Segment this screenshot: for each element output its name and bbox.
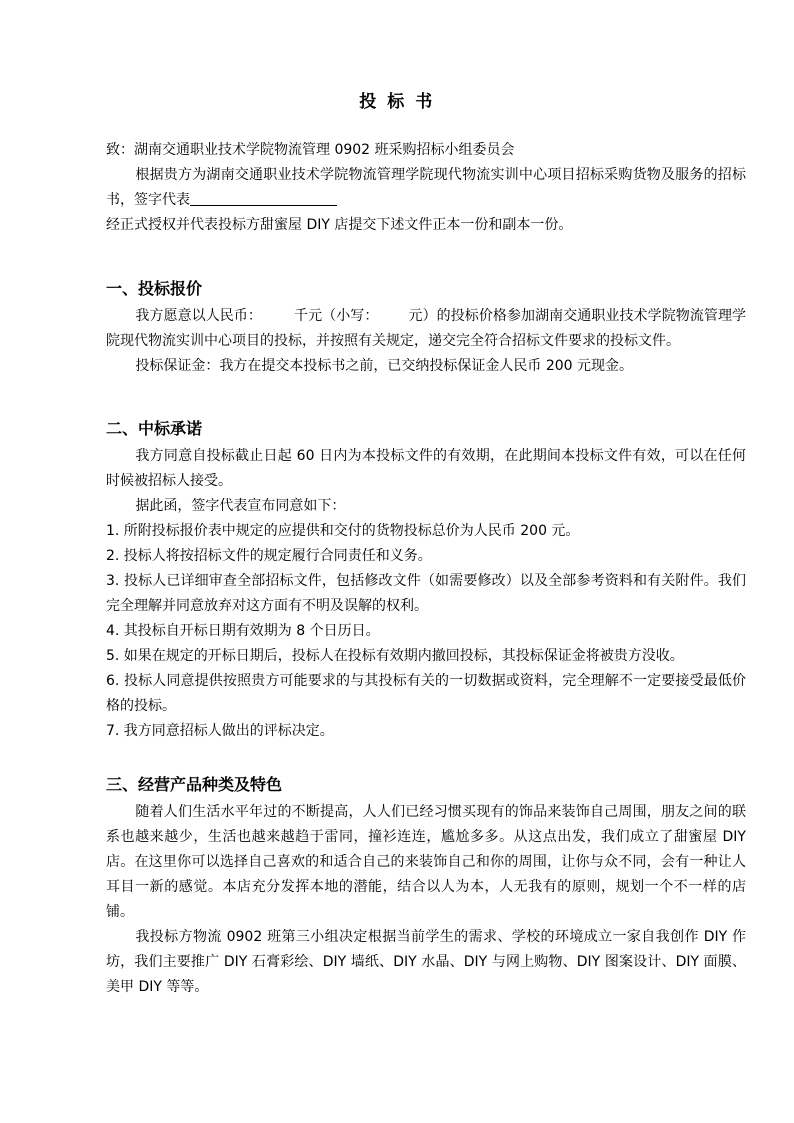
commitment-item-4: 4. 其投标自开标日期有效期为 8 个日历日。 bbox=[106, 623, 380, 639]
bid-price-paragraph bbox=[106, 304, 746, 354]
document-title: 投 标 书 bbox=[359, 92, 435, 112]
section-heading-commitment: 二、中标承诺 bbox=[106, 419, 203, 438]
commitment-item-6: 6. 投标人同意提供按照贵方可能要求的与其投标有关的一切数据或资料，完全理解不一定要接受最低价格的投标。 bbox=[106, 673, 746, 714]
signature-blank-line bbox=[190, 191, 337, 206]
deposit-paragraph: 投标保证金：我方在提交本投标书之前，已交纳投标保证金人民币 200 元现金。 bbox=[135, 358, 634, 374]
products-paragraph-1: 随着人们生活水平年过的不断提高，人人们已经习惯买现有的饰品来装饰自己周围，朋友之间的联系也越来越少，生活也越来越趋于雷同，撞衫连连，尴尬多多。从这点出发，我们成立了甜蜜屋 DIY 店。在这里你可以选择自己喜欢的和适合自己的来装饰自己和你的周围，让你与众不同，会有一种让人耳目一新的感觉。本店充分发挥本地的潜能，结合以人为本，人无我有的原则，规划一个不一样的店铺。 bbox=[106, 804, 746, 920]
intro-text: 根据贵方为湖南交通职业技术学院物流管理学院现代物流实训中心项目招标采购货物及服务的招标书，签字代表 bbox=[106, 167, 746, 208]
commitment-item-5: 5. 如果在规定的开标日期后，投标人在投标有效期内撤回投标，其投标保证金将被贵方没收。 bbox=[106, 648, 684, 664]
commitment-item-1: 1. 所附投标报价表中规定的应提供和交付的货物投标总价为人民币 200 元。 bbox=[106, 523, 580, 539]
document-body bbox=[106, 138, 746, 1000]
section-heading-products: 三、经营产品种类及特色 bbox=[106, 775, 283, 794]
validity-paragraph: 我方同意自投标截止日起 60 日内为本投标文件的有效期，在此期间本投标文件有效，可以在任何时候被招标人接受。 bbox=[106, 448, 746, 489]
commitment-item-3: 3. 投标人已详细审查全部招标文件，包括修改文件（如需要修改）以及全部参考资料和有关附件。我们完全理解并同意放弃对这方面有不明及误解的权利。 bbox=[106, 573, 746, 614]
commitment-item-2: 2. 投标人将按招标文件的规定履行合同责任和义务。 bbox=[106, 548, 432, 564]
bid-price-text-b: 千元（小写： bbox=[293, 308, 379, 324]
salutation: 致：湖南交通职业技术学院物流管理 0902 班采购招标小组委员会 bbox=[106, 142, 515, 158]
bid-price-text-c: 元）的投标价格参加湖南交通职业技术学院物流管理学院现代物流实训中心项目的投标，并按照有关规定，递交完全符合招标文件要求的投标文件。 bbox=[106, 308, 747, 349]
bid-price-text-a: 我方愿意以人民币： bbox=[135, 308, 262, 324]
intro-paragraph bbox=[106, 163, 746, 213]
products-paragraph-2: 我投标方物流 0902 班第三小组决定根据当前学生的需求、学校的环境成立一家自我创作 DIY 作坊，我们主要推广 DIY 石膏彩绘、DIY 墙纸、DIY 水晶、DIY 与网上购物、DIY 图案设计、DIY 面膜、美甲 DIY 等等。 bbox=[106, 929, 746, 995]
section-heading-bid-price: 一、投标报价 bbox=[106, 279, 203, 298]
intro-continuation: 经正式授权并代表投标方甜蜜屋 DIY 店提交下述文件正本一份和副本一份。 bbox=[106, 217, 573, 233]
declaration-paragraph: 据此函，签字代表宣布同意如下： bbox=[135, 498, 346, 514]
commitment-item-7: 7. 我方同意招标人做出的评标决定。 bbox=[106, 723, 334, 739]
